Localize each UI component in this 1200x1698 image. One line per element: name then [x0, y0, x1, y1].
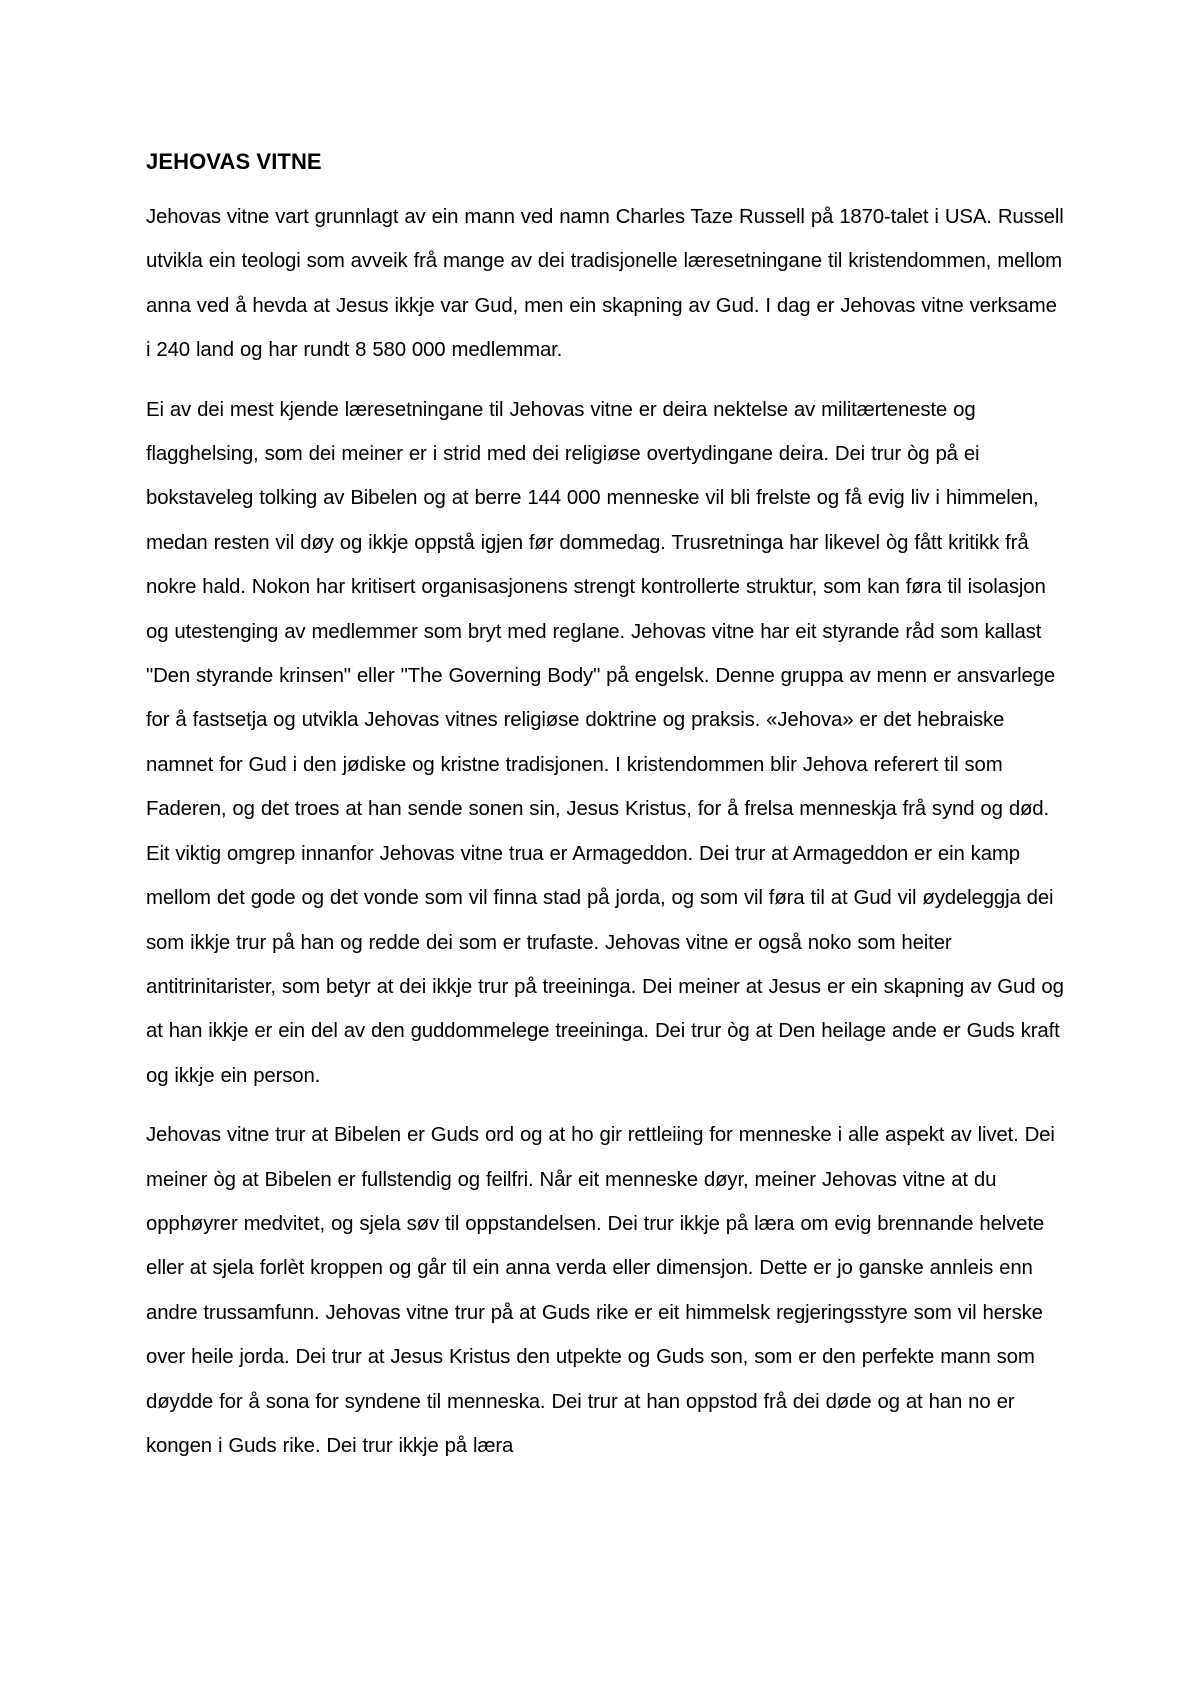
paragraph-beliefs: Jehovas vitne trur at Bibelen er Guds ord og at ho gir rettleiing for menneske i alle aspekt av livet. Dei meiner òg at Bibelen er fullstendig og feilfri. Når eit menneske døyr, meiner Jehovas vitne at du opphøyrer medvitet, og sjela søv til oppstandelsen. Dei trur ikkje på læra om evig brennande helvete eller at sjela forlèt kroppen og går til ein anna verda eller dimensjon. Dette er jo ganske annleis enn andre trussamfunn. Jehovas vitne trur på at Guds rike er eit himmelsk regjeringsstyre som vil herske over heile jorda. Dei trur at Jesus Kristus den utpekte og Guds son, som er den perfekte mann som døydde for å sona for syndene til menneska. Dei trur at han oppstod frå dei døde og at han no er kongen i Guds rike. Dei trur ikkje på læra: [146, 1124, 1055, 1457]
document-body: [146, 140, 1066, 1483]
document-title: JEHOVAS VITNE: [146, 149, 322, 174]
paragraph-teachings: Ei av dei mest kjende læresetningane til Jehovas vitne er deira nektelse av militærteneste og flagghelsing, som dei meiner er i strid med dei religiøse overtydingane deira. Dei trur òg på ei bokstaveleg tolking av Bibelen og at berre 144 000 menneske vil bli frelste og få evig liv i himmelen, medan resten vil døy og ikkje oppstå igjen før dommedag. Trusretninga har likevel òg fått kritikk frå nokre hald. Nokon har kritisert organisasjonens strengt kontrollerte struktur, som kan føra til isolasjon og utestenging av medlemmer som bryt med reglane. Jehovas vitne har eit styrande råd som kallast "Den styrande krinsen" eller "The Governing Body" på engelsk. Denne gruppa av menn er ansvarlege for å fastsetja og utvikla Jehovas vitnes religiøse doktrine og praksis. «Jehova» er det hebraiske namnet for Gud i den jødiske og kristne tradisjonen. I kristendommen blir Jehova referert til som Faderen, og det troes at han sende sonen sin, Jesus Kristus, for å frelsa menneskja frå synd og død. Eit viktig omgrep innanfor Jehovas vitne trua er Armageddon. Dei trur at Armageddon er ein kamp mellom det gode og det vonde som vil finna stad på jorda, og som vil føra til at Gud vil øydeleggja dei som ikkje trur på han og redde dei som er trufaste. Jehovas vitne er også noko som heiter antitrinitarister, som betyr at dei ikkje trur på treeininga. Dei meiner at Jesus er ein skapning av Gud og at han ikkje er ein del av den guddommelege treeininga. Dei trur òg at Den heilage ande er Guds kraft og ikkje ein person.: [146, 398, 1064, 1087]
paragraph-intro: Jehovas vitne vart grunnlagt av ein mann ved namn Charles Taze Russell på 1870-talet i USA. Russell utvikla ein teologi som avveik frå mange av dei tradisjonelle læresetningane til kristendommen, mellom anna ved å hevda at Jesus ikkje var Gud, men ein skapning av Gud. I dag er Jehovas vitne verksame i 240 land og har rundt 8 580 000 medlemmar.: [146, 206, 1064, 362]
